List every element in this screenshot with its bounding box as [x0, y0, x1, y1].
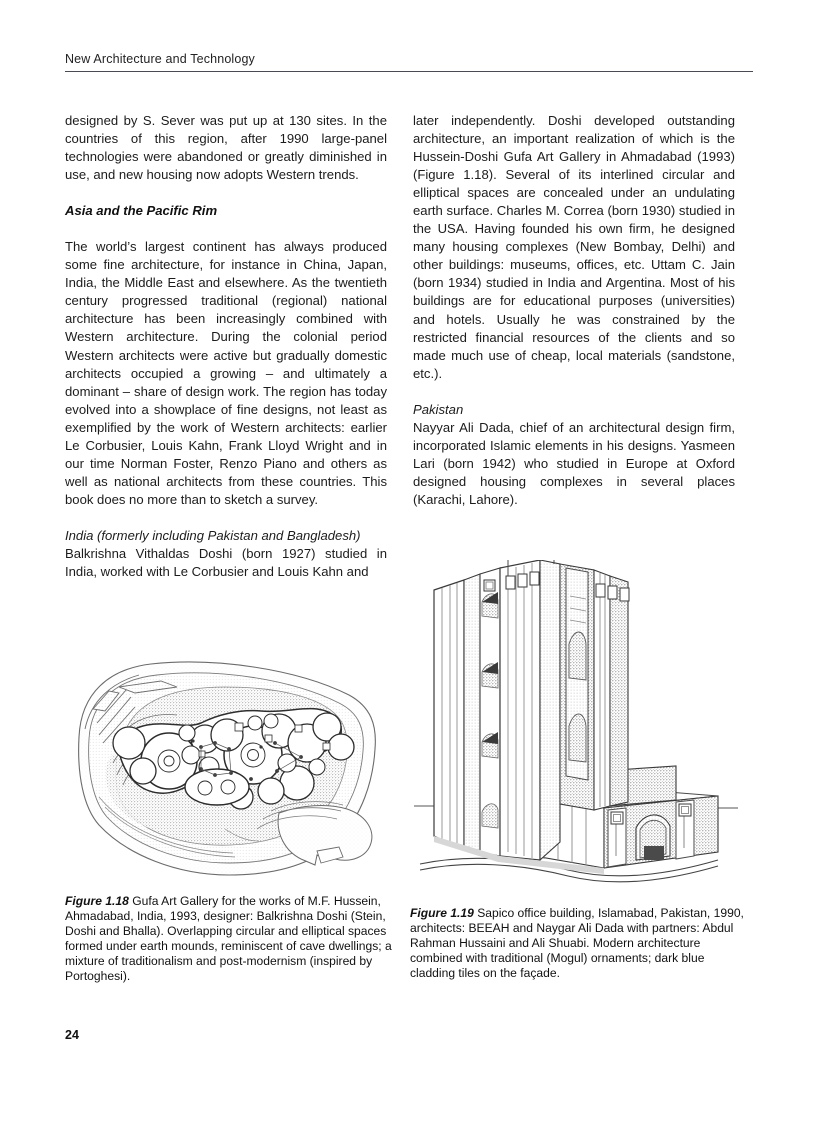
running-header-title: New Architecture and Technology — [65, 52, 255, 66]
paragraph: later independently. Doshi developed outstanding architecture, an important realization of which is the Hussein-Doshi Gufa Art Gallery in Ahmadabad (1993) (Figure 1.18). Several of its interlined circular and elliptical spaces are concealed under an undulating earth surface. Charles M. Correa (born 1930) studied in the USA. Having founded his own firm, he designed many housing complexes (New Bombay, Delhi) and other buildings: museums, offices, etc. Uttam C. Jain (born 1934) studied in India and Argentina. Most of his buildings are for educational purposes (universities) and hotels. Usually he was constrained by the restricted financial resources of the clients and so made much use of cheap, local materials (sandstone, etc.). — [413, 113, 735, 381]
section-heading-india: India (formerly including Pakistan and Bangladesh) — [65, 527, 361, 543]
figure-1-19-caption — [410, 906, 745, 981]
figure-1-18-label: Figure 1.18 — [65, 894, 129, 908]
running-header-rule — [65, 71, 753, 72]
figure-1-19-label: Figure 1.19 — [410, 906, 474, 920]
running-header — [65, 52, 753, 72]
figure-1-19-caption-text: Sapico office building, Islamabad, Pakistan, 1990, architects: BEEAH and Naygar Ali Dada with partners: Abdul Rahman Hussaini and Ali Shuabi. Modern architecture combined with traditional (Mogul) ornaments; dark blue cladding tiles on the façade. — [410, 906, 744, 981]
page-number: 24 — [65, 1028, 79, 1042]
figure-1-18-caption — [65, 894, 395, 985]
paragraph: designed by S. Sever was put up at 130 sites. In the countries of this region, after 1990 large-panel technologies were abandoned or greatly diminished in use, and new housing now adopts Western trends. — [65, 113, 387, 183]
column-right — [413, 112, 735, 509]
section-heading-asia: Asia and the Pacific Rim — [65, 203, 218, 219]
building-perspective-drawing — [408, 560, 753, 890]
figure-1-19 — [408, 560, 753, 890]
figure-1-18 — [65, 651, 387, 883]
paragraph: Balkrishna Vithaldas Doshi (born 1927) studied in India, worked with Le Corbusier and Louis Kahn and — [65, 545, 387, 580]
column-left — [65, 112, 387, 581]
section-heading-pakistan: Pakistan — [413, 401, 464, 417]
paragraph: The world’s largest continent has always produced some fine architecture, for instance in China, Japan, India, the Middle East and elsewhere. As the twentieth century progressed traditional (regional) national architecture has been increasingly combined with Western architecture. During the colonial period Western architects were active but gradually domestic architects occupied a growing – and ultimately a dominant – share of design work. The region has today evolved into a showplace of fine designs, not least as exemplified by the work of Western architects: earlier Le Corbusier, Louis Kahn, Frank Lloyd Wright and in our time Norman Foster, Renzo Piano and others as well as national architects from these countries. This book does no more than to sketch a survey. — [65, 239, 387, 507]
paragraph: Nayyar Ali Dada, chief of an architectural design firm, incorporated Islamic elements in his designs. Yasmeen Lari (born 1942) who studied in Europe at Oxford designed housing complexes in several places (Karachi, Lahore). — [413, 419, 735, 507]
figure-1-18-caption-text: Gufa Art Gallery for the works of M.F. Hussein, Ahmadabad, India, 1993, designer: Balkrishna Doshi (Stein, Doshi and Bhalla). Overlapping circular and elliptical spaces formed under earth mounds, reminiscent of cave dwellings; a mixture of traditionalism and post-modernism (inspired by Portoghesi). — [65, 894, 392, 984]
site-plan-drawing — [65, 651, 387, 883]
